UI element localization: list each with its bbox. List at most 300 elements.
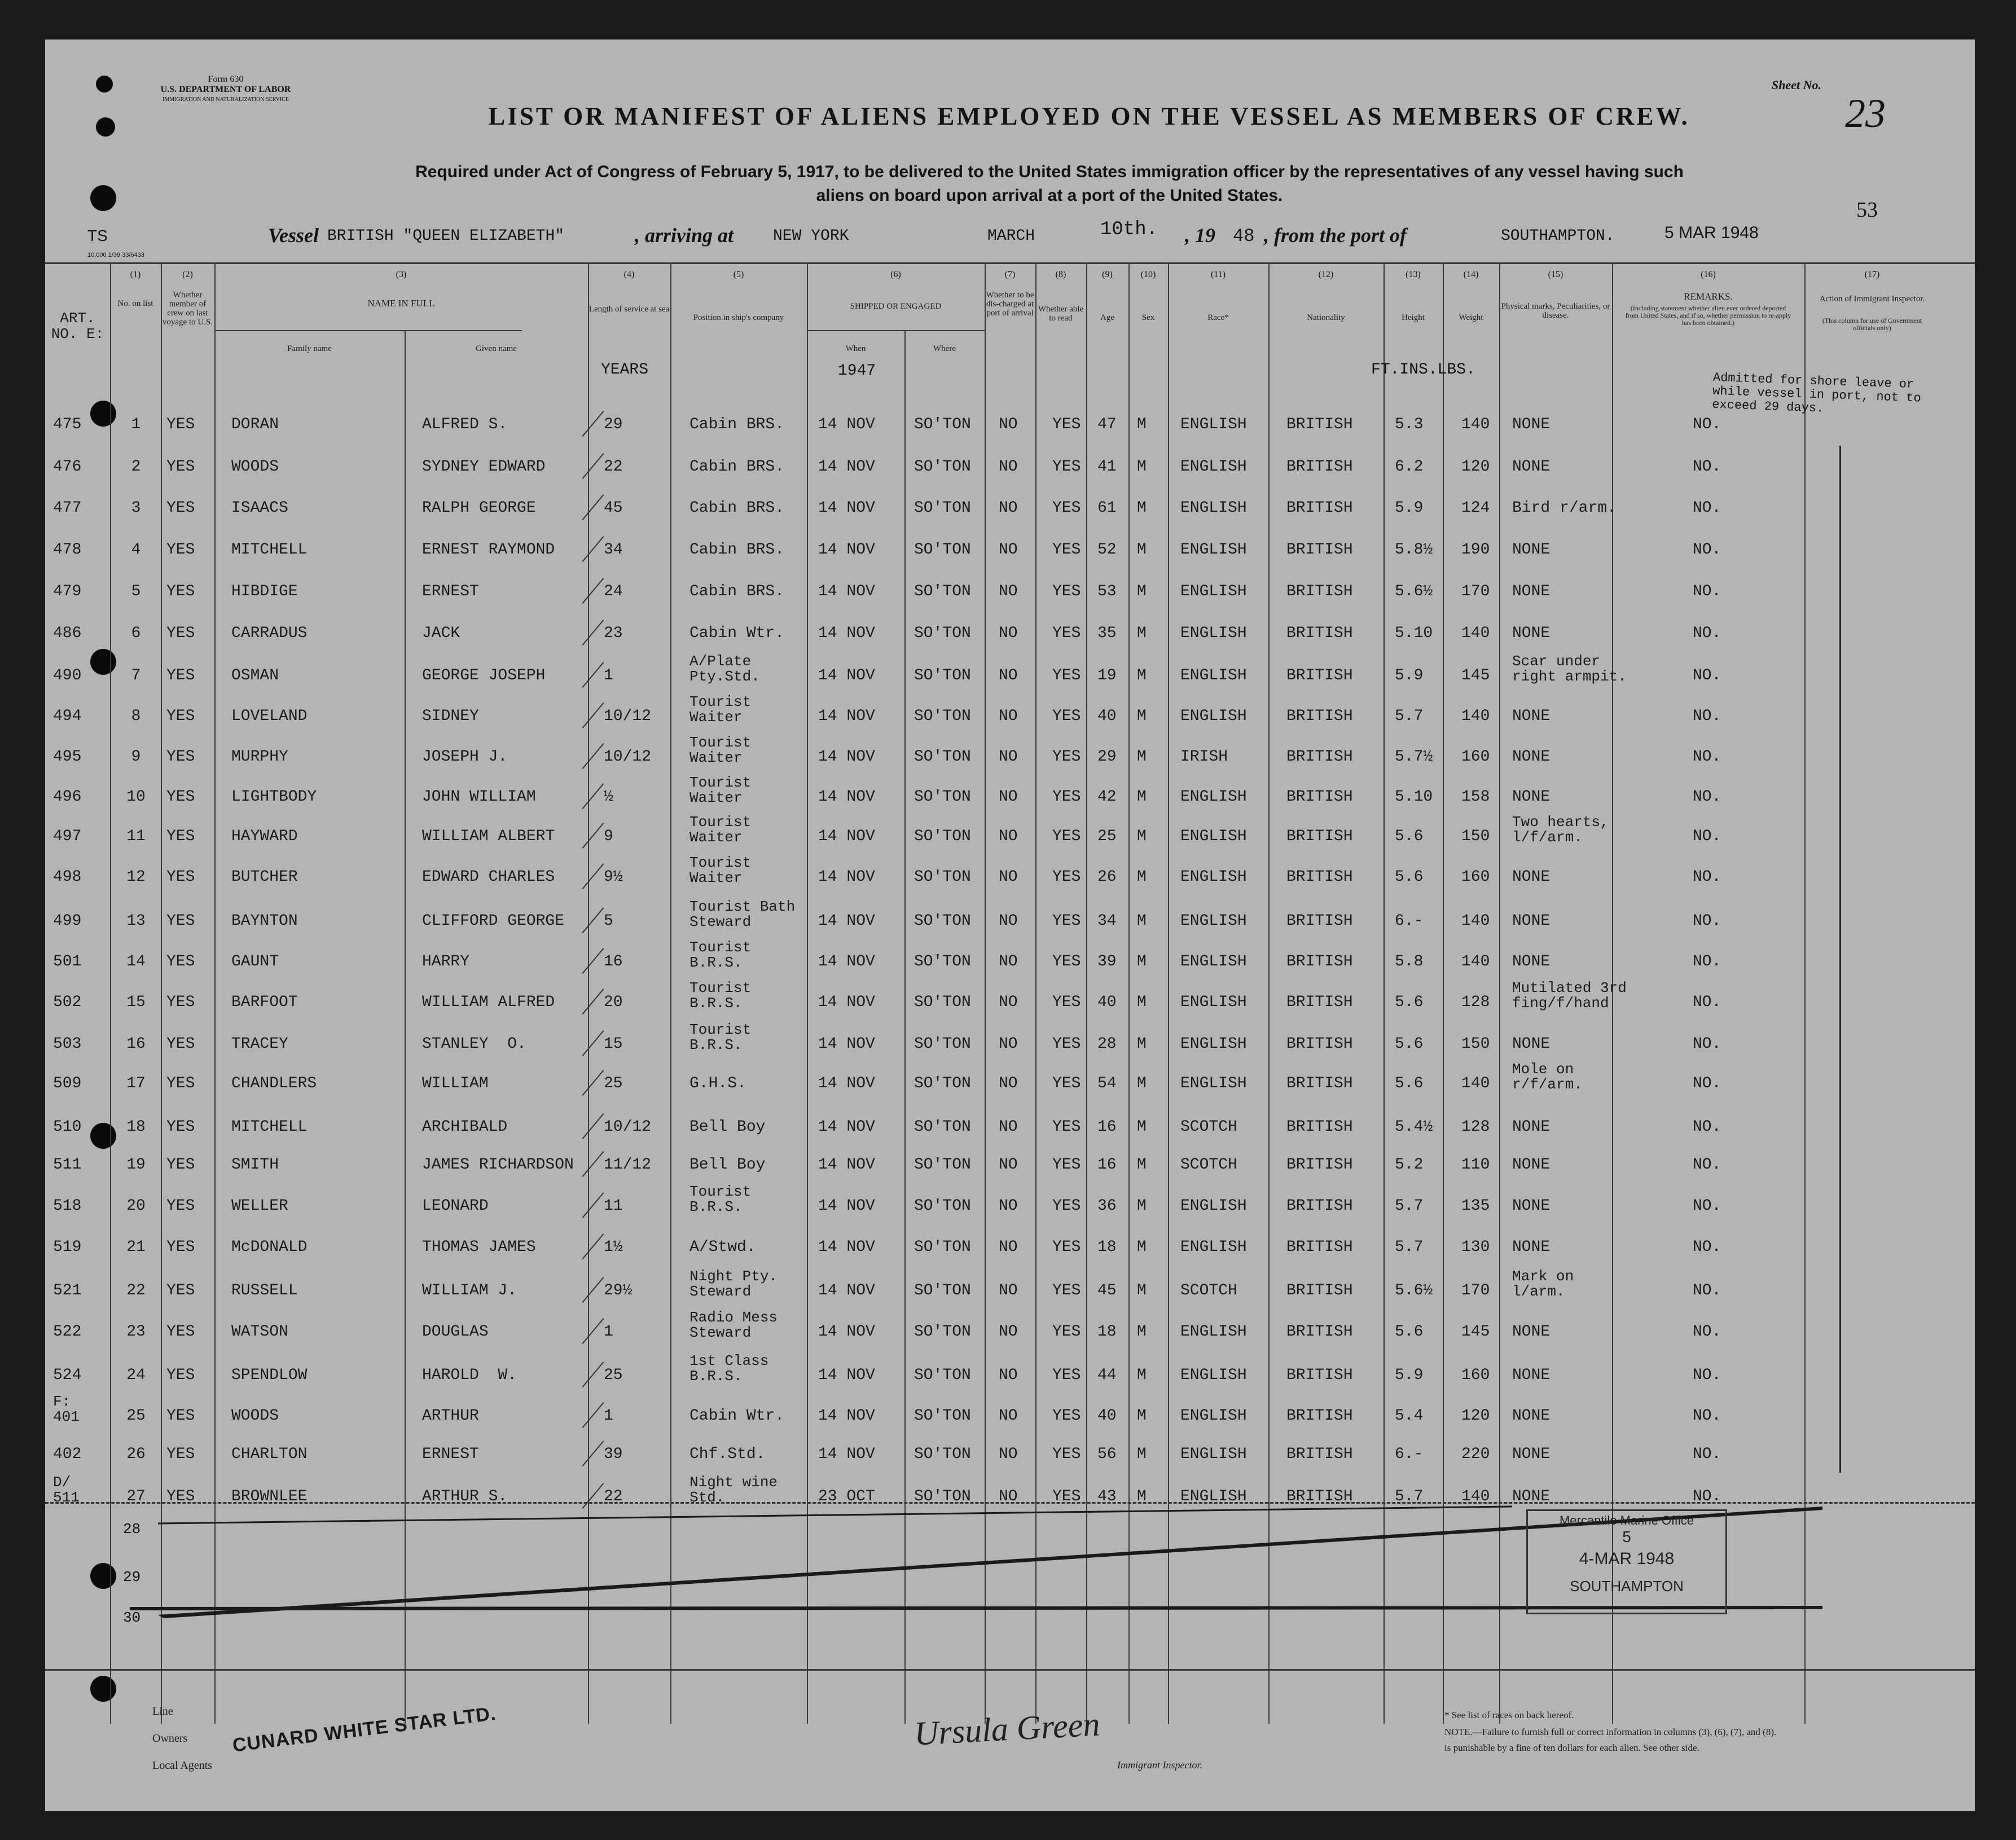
cell-race: ENGLISH — [1180, 625, 1247, 642]
cell-discharged: NO — [999, 912, 1018, 930]
cell-read: YES — [1052, 583, 1081, 600]
cell-where: SO'TON — [914, 1156, 971, 1174]
cell-weight: 140 — [1461, 416, 1490, 433]
cell-sex: M — [1137, 1323, 1147, 1341]
cell-height: 5.6 — [1395, 1035, 1424, 1053]
cell-age: 29 — [1097, 748, 1117, 766]
cell-when: 14 NOV — [818, 1156, 875, 1174]
cell-member: YES — [166, 1197, 195, 1215]
cell-marks: NONE — [1512, 868, 1551, 886]
cell-remarks: NO. — [1693, 1488, 1721, 1505]
cell-no: 1 — [131, 416, 141, 433]
cell-race: ENGLISH — [1180, 1239, 1247, 1256]
cell-marks: NONE — [1512, 1446, 1551, 1463]
cell-service: 9½ — [604, 868, 623, 886]
cell-remarks: NO. — [1693, 1367, 1721, 1384]
col-num-5: (5) — [733, 270, 744, 279]
note-line-2: is punishable by a fine of ten dollars for each alien. See other side. — [1444, 1742, 1699, 1753]
cell-weight: 158 — [1461, 788, 1490, 806]
cell-family: ISAACS — [231, 499, 288, 517]
cell-discharged: NO — [999, 868, 1018, 886]
cell-given: THOMAS JAMES — [422, 1239, 536, 1256]
cell-read: YES — [1052, 625, 1081, 642]
cell-age: 34 — [1097, 912, 1117, 930]
cell-weight: 128 — [1461, 994, 1490, 1011]
cell-when: 14 NOV — [818, 748, 875, 766]
cell-sex: M — [1137, 788, 1147, 806]
cell-read: YES — [1052, 1075, 1081, 1092]
cell-where: SO'TON — [914, 1035, 971, 1053]
cell-service: 10/12 — [604, 708, 652, 725]
cell-remarks: NO. — [1693, 868, 1721, 886]
cell-age: 44 — [1097, 1367, 1117, 1384]
cell-weight: 140 — [1461, 1488, 1490, 1505]
cell-family: SPENDLOW — [231, 1367, 308, 1384]
cell-art: 486 — [53, 625, 82, 642]
cell-given: CLIFFORD GEORGE — [422, 912, 565, 930]
cell-race: ENGLISH — [1180, 1197, 1247, 1215]
cell-weight: 130 — [1461, 1239, 1490, 1256]
cell-marks: NONE — [1512, 1488, 1551, 1505]
col-num-17: (17) — [1864, 270, 1880, 279]
cell-member: YES — [166, 1035, 195, 1053]
cell-marks: NONE — [1512, 583, 1551, 600]
cell-when: 14 NOV — [818, 541, 875, 559]
cell-art: 494 — [53, 708, 82, 725]
cell-sex: M — [1137, 1118, 1147, 1136]
cell-marks: NONE — [1512, 1035, 1551, 1053]
cell-discharged: NO — [999, 499, 1018, 517]
cell-sex: M — [1137, 625, 1147, 642]
cell-marks: NONE — [1512, 1118, 1551, 1136]
cell-member: YES — [166, 1075, 195, 1092]
cell-service: 1 — [604, 1323, 613, 1341]
cell-remarks: NO. — [1693, 1407, 1721, 1425]
cell-remarks: NO. — [1693, 828, 1721, 845]
cell-service: 22 — [604, 1488, 623, 1505]
cell-service: 29½ — [604, 1282, 633, 1299]
header-weight: Weight — [1459, 313, 1483, 322]
cell-marks: NONE — [1512, 416, 1551, 433]
cell-service: 11/12 — [604, 1156, 652, 1174]
cell-given: JACK — [422, 625, 460, 642]
cell-age: 42 — [1097, 788, 1117, 806]
cell-race: SCOTCH — [1180, 1118, 1237, 1136]
cell-remarks: NO. — [1693, 1446, 1721, 1463]
cell-nationality: BRITISH — [1286, 1075, 1353, 1092]
cell-weight: 140 — [1461, 912, 1490, 930]
cell-where: SO'TON — [914, 953, 971, 970]
cell-marks: NONE — [1512, 1239, 1551, 1256]
cell-age: 47 — [1097, 416, 1117, 433]
cell-position: Radio Mess Steward — [689, 1309, 778, 1341]
header-remarks: REMARKS. — [1684, 291, 1733, 302]
cell-member: YES — [166, 788, 195, 806]
col-num-2: (2) — [182, 270, 193, 279]
cell-nationality: BRITISH — [1286, 912, 1353, 930]
cell-weight: 170 — [1461, 1282, 1490, 1299]
cell-family: BAYNTON — [231, 912, 298, 930]
cell-service: 45 — [604, 499, 623, 517]
header-height: Height — [1402, 313, 1425, 322]
cell-remarks: NO. — [1693, 541, 1721, 559]
cell-given: WILLIAM ALBERT — [422, 828, 555, 845]
cell-remarks: NO. — [1693, 1282, 1721, 1299]
cell-when: 14 NOV — [818, 416, 875, 433]
cell-position: Night Pty. Steward — [689, 1268, 778, 1300]
cell-given: HAROLD W. — [422, 1367, 517, 1384]
form-department: U.S. DEPARTMENT OF LABOR — [160, 85, 291, 94]
cell-art: 402 — [53, 1446, 82, 1463]
cell-weight: 120 — [1461, 1407, 1490, 1425]
cell-family: HIBDIGE — [231, 583, 298, 600]
cell-when: 14 NOV — [818, 828, 875, 845]
cell-nationality: BRITISH — [1286, 499, 1353, 517]
cell-height: 5.9 — [1395, 1367, 1424, 1384]
cell-read: YES — [1052, 1323, 1081, 1341]
cell-nationality: BRITISH — [1286, 1197, 1353, 1215]
cell-discharged: NO — [999, 1367, 1018, 1384]
cell-sex: M — [1137, 1407, 1147, 1425]
cell-remarks: NO. — [1693, 994, 1721, 1011]
cell-no: 21 — [126, 1239, 146, 1256]
ts-mark: TS — [87, 227, 108, 244]
cell-service: 15 — [604, 1035, 623, 1053]
cell-no: 7 — [131, 667, 141, 684]
cell-remarks: NO. — [1693, 748, 1721, 766]
cell-family: BARFOOT — [231, 994, 298, 1011]
cell-service: 29 — [604, 416, 623, 433]
cell-height: 5.4½ — [1395, 1118, 1433, 1136]
cell-art: 503 — [53, 1035, 82, 1053]
cell-position: Bell Boy — [689, 1118, 766, 1136]
cell-race: ENGLISH — [1180, 499, 1247, 517]
header-art-no: ART. NO. E: — [51, 310, 104, 342]
cell-weight: 150 — [1461, 1035, 1490, 1053]
stamp-line-4: SOUTHAMPTON — [1570, 1578, 1684, 1595]
cell-nationality: BRITISH — [1286, 541, 1353, 559]
cell-service: 34 — [604, 541, 623, 559]
cell-family: MITCHELL — [231, 1118, 308, 1136]
cell-age: 18 — [1097, 1323, 1117, 1341]
cell-sex: M — [1137, 583, 1147, 600]
cell-remarks: NO. — [1693, 953, 1721, 970]
empty-row-number: 28 — [123, 1521, 141, 1538]
cell-service: 1½ — [604, 1239, 623, 1256]
cell-height: 5.8½ — [1395, 541, 1433, 559]
from-port-label: , from the port of — [1264, 224, 1407, 247]
cell-marks: NONE — [1512, 1197, 1551, 1215]
cell-member: YES — [166, 868, 195, 886]
cell-art: 499 — [53, 912, 82, 930]
footer-owners-label: Owners — [152, 1732, 188, 1745]
cell-marks: NONE — [1512, 748, 1551, 766]
cell-marks: NONE — [1512, 788, 1551, 806]
cell-given: RALPH GEORGE — [422, 499, 536, 517]
cell-no: 9 — [131, 748, 141, 766]
cell-sex: M — [1137, 1156, 1147, 1174]
ft-ins-lbs-label: FT.INS.LBS. — [1371, 361, 1475, 379]
inspector-signature: Ursula Green — [913, 1705, 1101, 1753]
cell-position: Tourist B.R.S. — [689, 939, 752, 971]
cell-no: 2 — [131, 458, 141, 476]
cell-marks: NONE — [1512, 708, 1551, 725]
cell-when: 14 NOV — [818, 1035, 875, 1053]
cell-member: YES — [166, 541, 195, 559]
cell-position: G.H.S. — [689, 1075, 746, 1092]
cell-no: 15 — [126, 994, 146, 1011]
cell-where: SO'TON — [914, 583, 971, 600]
cell-remarks: NO. — [1693, 788, 1721, 806]
cell-height: 5.6 — [1395, 994, 1424, 1011]
cell-position: Bell Boy — [689, 1156, 766, 1174]
cell-service: 25 — [604, 1075, 623, 1092]
sheet-label: Sheet No. — [1772, 78, 1821, 92]
cell-read: YES — [1052, 499, 1081, 517]
cell-given: DOUGLAS — [422, 1323, 489, 1341]
cell-where: SO'TON — [914, 1446, 971, 1463]
cell-when: 14 NOV — [818, 1367, 875, 1384]
cell-family: CHARLTON — [231, 1446, 308, 1463]
cell-read: YES — [1052, 994, 1081, 1011]
cell-member: YES — [166, 1367, 195, 1384]
cell-art: 522 — [53, 1323, 82, 1341]
cell-discharged: NO — [999, 1075, 1018, 1092]
cell-height: 5.9 — [1395, 667, 1424, 684]
cell-where: SO'TON — [914, 1407, 971, 1425]
cell-where: SO'TON — [914, 1323, 971, 1341]
cell-read: YES — [1052, 416, 1081, 433]
cell-height: 5.6 — [1395, 828, 1424, 845]
cell-member: YES — [166, 828, 195, 845]
cell-weight: 160 — [1461, 868, 1490, 886]
header-nationality: Nationality — [1307, 313, 1345, 322]
cell-read: YES — [1052, 953, 1081, 970]
cell-family: BROWNLEE — [231, 1488, 308, 1505]
cell-discharged: NO — [999, 1239, 1018, 1256]
cell-art: 519 — [53, 1239, 82, 1256]
cell-service: 1 — [604, 1407, 613, 1425]
cell-position: Tourist B.R.S. — [689, 980, 752, 1012]
cell-race: ENGLISH — [1180, 1323, 1247, 1341]
header-whether-member: Whether member of crew on last voyage to U.S. — [162, 291, 213, 327]
subtitle-line-2: aliens on board upon arrival at a port of the United States. — [816, 186, 1283, 205]
cell-race: ENGLISH — [1180, 416, 1247, 433]
cell-member: YES — [166, 458, 195, 476]
cell-marks: NONE — [1512, 541, 1551, 559]
cell-weight: 220 — [1461, 1446, 1490, 1463]
cell-read: YES — [1052, 1446, 1081, 1463]
cell-race: ENGLISH — [1180, 1367, 1247, 1384]
cell-where: SO'TON — [914, 1075, 971, 1092]
cell-read: YES — [1052, 458, 1081, 476]
cell-sex: M — [1137, 994, 1147, 1011]
cell-service: 11 — [604, 1197, 623, 1215]
cell-family: LOVELAND — [231, 708, 308, 725]
cell-age: 40 — [1097, 1407, 1117, 1425]
cell-discharged: NO — [999, 1488, 1018, 1505]
cell-when: 14 NOV — [818, 868, 875, 886]
cell-read: YES — [1052, 541, 1081, 559]
cell-where: SO'TON — [914, 1118, 971, 1136]
cell-marks: Mole on r/f/arm. — [1512, 1061, 1583, 1093]
cell-read: YES — [1052, 1367, 1081, 1384]
cell-art: 476 — [53, 458, 82, 476]
cell-weight: 145 — [1461, 667, 1490, 684]
cell-read: YES — [1052, 1035, 1081, 1053]
cell-art: D/ 511 — [53, 1474, 80, 1506]
sheet-secondary-number: 53 — [1856, 198, 1878, 222]
cell-nationality: BRITISH — [1286, 708, 1353, 725]
cell-art: 509 — [53, 1075, 82, 1092]
cell-discharged: NO — [999, 1323, 1018, 1341]
cell-age: 43 — [1097, 1488, 1117, 1505]
cell-discharged: NO — [999, 1446, 1018, 1463]
cell-member: YES — [166, 1446, 195, 1463]
cell-family: McDONALD — [231, 1239, 308, 1256]
cell-given: SYDNEY EDWARD — [422, 458, 546, 476]
cell-nationality: BRITISH — [1286, 994, 1353, 1011]
cell-sex: M — [1137, 1367, 1147, 1384]
cell-weight: 124 — [1461, 499, 1490, 517]
cell-age: 54 — [1097, 1075, 1117, 1092]
header-age: Age — [1100, 313, 1114, 322]
cell-discharged: NO — [999, 583, 1018, 600]
cell-discharged: NO — [999, 1035, 1018, 1053]
cell-position: Cabin BRS. — [689, 499, 785, 517]
cell-sex: M — [1137, 912, 1147, 930]
cell-position: Cabin BRS. — [689, 583, 785, 600]
inspector-label: Immigrant Inspector. — [1117, 1759, 1202, 1771]
cell-family: SMITH — [231, 1156, 279, 1174]
cell-nationality: BRITISH — [1286, 1239, 1353, 1256]
cell-art: 479 — [53, 583, 82, 600]
cell-weight: 110 — [1461, 1156, 1490, 1174]
cell-family: OSMAN — [231, 667, 279, 684]
cell-sex: M — [1137, 1488, 1147, 1505]
cell-nationality: BRITISH — [1286, 828, 1353, 845]
cell-service: 1 — [604, 667, 613, 684]
cell-when: 14 NOV — [818, 499, 875, 517]
cell-no: 5 — [131, 583, 141, 600]
cell-sex: M — [1137, 828, 1147, 845]
header-remarks-note: (Including statement whether alien ever ordered deported from United States, and if so, whether permission to re-apply has been obtained.) — [1625, 304, 1791, 327]
cell-where: SO'TON — [914, 499, 971, 517]
cell-position: Chf.Std. — [689, 1446, 766, 1463]
cell-position: Cabin BRS. — [689, 416, 785, 433]
cell-nationality: BRITISH — [1286, 868, 1353, 886]
cell-race: IRISH — [1180, 748, 1228, 766]
cell-art: 518 — [53, 1197, 82, 1215]
cell-given: ERNEST — [422, 1446, 479, 1463]
cell-no: 4 — [131, 541, 141, 559]
cell-when: 14 NOV — [818, 1323, 875, 1341]
cell-height: 5.4 — [1395, 1407, 1424, 1425]
cell-marks: NONE — [1512, 1407, 1551, 1425]
cell-given: ALFRED S. — [422, 416, 508, 433]
cell-marks: Two hearts, l/f/arm. — [1512, 814, 1609, 846]
cell-height: 5.7 — [1395, 708, 1424, 725]
cell-height: 5.7½ — [1395, 748, 1433, 766]
cell-member: YES — [166, 748, 195, 766]
header-shipped: SHIPPED OR ENGAGED — [850, 302, 942, 311]
cell-race: SCOTCH — [1180, 1282, 1237, 1299]
header-discharged: Whether to be dis-charged at port of arrival — [986, 291, 1034, 318]
cell-discharged: NO — [999, 708, 1018, 725]
cell-remarks: NO. — [1693, 708, 1721, 725]
cell-age: 16 — [1097, 1118, 1117, 1136]
cell-nationality: BRITISH — [1286, 625, 1353, 642]
cell-family: WELLER — [231, 1197, 288, 1215]
cell-height: 5.6 — [1395, 1323, 1424, 1341]
cell-race: ENGLISH — [1180, 1075, 1247, 1092]
cell-remarks: NO. — [1693, 1323, 1721, 1341]
cell-where: SO'TON — [914, 1197, 971, 1215]
empty-row-number: 29 — [123, 1569, 141, 1586]
cell-discharged: NO — [999, 1156, 1018, 1174]
cell-remarks: NO. — [1693, 1239, 1721, 1256]
cell-position: Tourist Waiter — [689, 693, 752, 726]
cell-weight: 140 — [1461, 625, 1490, 642]
cell-marks: Mark on l/arm. — [1512, 1268, 1574, 1300]
header-sex: Sex — [1141, 313, 1155, 322]
col-num-10: (10) — [1140, 270, 1156, 279]
cell-no: 8 — [131, 708, 141, 725]
cell-given: ARTHUR — [422, 1407, 479, 1425]
cell-discharged: NO — [999, 828, 1018, 845]
cell-no: 25 — [126, 1407, 146, 1425]
cell-service: 23 — [604, 625, 623, 642]
cell-service: 24 — [604, 583, 623, 600]
header-where: Where — [933, 344, 956, 353]
cell-age: 18 — [1097, 1239, 1117, 1256]
cell-art: 475 — [53, 416, 82, 433]
cell-nationality: BRITISH — [1286, 788, 1353, 806]
vessel-name: BRITISH "QUEEN ELIZABETH" — [327, 227, 565, 245]
cell-remarks: NO. — [1693, 912, 1721, 930]
cell-read: YES — [1052, 868, 1081, 886]
stamp-line-3: 4-MAR 1948 — [1579, 1549, 1675, 1568]
cell-weight: 128 — [1461, 1118, 1490, 1136]
print-code: 10,000 1/39 33/6433 — [87, 252, 144, 258]
cell-discharged: NO — [999, 1407, 1018, 1425]
cell-remarks: NO. — [1693, 1118, 1721, 1136]
cell-member: YES — [166, 416, 195, 433]
cell-nationality: BRITISH — [1286, 583, 1353, 600]
admitted-note: Admitted for shore leave or while vessel in port, not to exceed 29 days. — [1711, 370, 1922, 416]
cell-art: 501 — [53, 953, 82, 970]
cell-art: 521 — [53, 1282, 82, 1299]
cell-marks: Mutilated 3rd fing/f/hand — [1512, 980, 1627, 1012]
cell-no: 22 — [126, 1282, 146, 1299]
cell-position: Cabin BRS. — [689, 458, 785, 476]
date-stamp: 5 MAR 1948 — [1664, 223, 1759, 242]
cell-age: 25 — [1097, 828, 1117, 845]
subtitle-line-1: Required under Act of Congress of February 5, 1917, to be delivered to the United States immigration officer by the representatives of any vessel having such — [415, 163, 1684, 181]
cell-given: WILLIAM — [422, 1075, 489, 1092]
cell-art: 502 — [53, 994, 82, 1011]
cell-when: 14 NOV — [818, 1075, 875, 1092]
cell-position: Tourist Waiter — [689, 774, 752, 806]
cell-nationality: BRITISH — [1286, 953, 1353, 970]
arriving-label: , arriving at — [635, 224, 734, 247]
cell-given: WILLIAM J. — [422, 1282, 517, 1299]
cell-where: SO'TON — [914, 458, 971, 476]
cell-nationality: BRITISH — [1286, 416, 1353, 433]
cell-family: MURPHY — [231, 748, 288, 766]
cell-when: 14 NOV — [818, 953, 875, 970]
cell-position: Cabin BRS. — [689, 541, 785, 559]
